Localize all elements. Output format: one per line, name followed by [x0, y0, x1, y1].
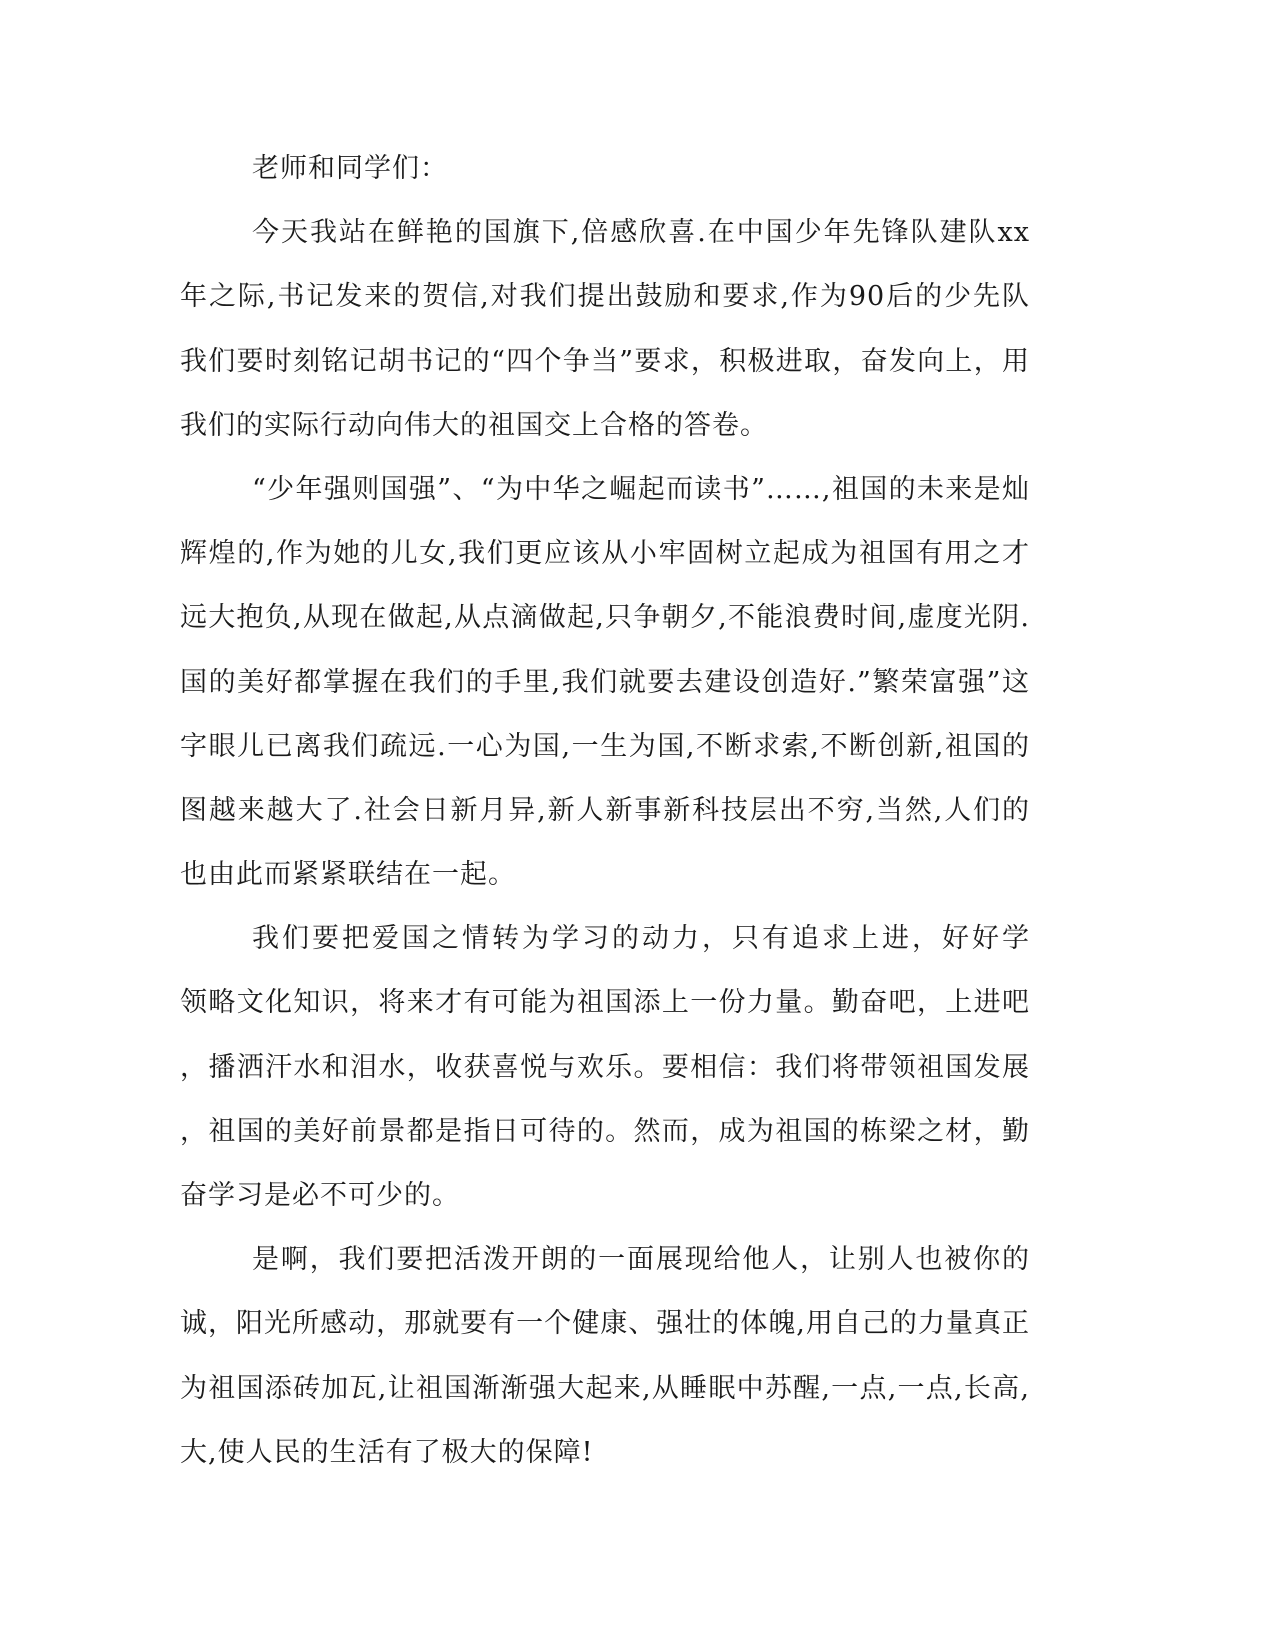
paragraph-4-line-1: 是啊，我们要把活泼开朗的一面展现给他人，让别人也被你的 — [252, 1244, 1030, 1276]
paragraph-2-line-4: 国的美好都掌握在我们的手里,我们就要去建设创造好.”繁荣富强”这 — [180, 666, 1030, 698]
paragraph-2-line-6: 图越来越大了.社会日新月异,新人新事新科技层出不穷,当然,人们的 — [180, 794, 1030, 826]
paragraph-3-line-2: 领略文化知识，将来才有可能为祖国添上一份力量。勤奋吧，上进吧 — [180, 987, 1030, 1019]
paragraph-2-line-7: 也由此而紧紧联结在一起。 — [180, 859, 516, 891]
paragraph-3-line-5: 奋学习是必不可少的。 — [180, 1180, 460, 1211]
paragraph-2-line-1: “少年强则国强”、“为中华之崛起而读书”……,祖国的未来是灿 — [252, 473, 1030, 505]
paragraph-1-line-2: 年之际,书记发来的贺信,对我们提出鼓励和要求,作为90后的少先队 — [180, 281, 1030, 313]
document-body — [180, 137, 1030, 1485]
paragraph-4-line-4: 大,使人民的生活有了极大的保障! — [180, 1436, 594, 1468]
paragraph-2-line-2: 辉煌的,作为她的儿女,我们更应该从小牢固树立起成为祖国有用之才 — [180, 538, 1030, 570]
paragraph-2-line-3: 远大抱负,从现在做起,从点滴做起,只争朝夕,不能浪费时间,虚度光阴. — [180, 602, 1030, 634]
salutation: 老师和同学们： — [252, 153, 448, 184]
paragraph-1-line-1: 今天我站在鲜艳的国旗下,倍感欣喜.在中国少年先锋队建队xx — [252, 217, 1030, 249]
paragraph-3-line-4: ，祖国的美好前景都是指日可待的。然而，成为祖国的栋梁之材，勤 — [180, 1115, 1030, 1147]
paragraph-2-line-5: 字眼儿已离我们疏远.一心为国,一生为国,不断求索,不断创新,祖国的 — [180, 730, 1030, 762]
paragraph-1-line-3: 我们要时刻铭记胡书记的“四个争当”要求，积极进取，奋发向上，用 — [180, 345, 1030, 377]
paragraph-4-line-2: 诚，阳光所感动，那就要有一个健康、强壮的体魄,用自己的力量真正 — [180, 1308, 1030, 1340]
paragraph-3-line-3: ，播洒汗水和泪水，收获喜悦与欢乐。要相信：我们将带领祖国发展 — [180, 1051, 1030, 1083]
paragraph-3-line-1: 我们要把爱国之情转为学习的动力，只有追求上进，好好学 — [252, 923, 1030, 955]
paragraph-4-line-3: 为祖国添砖加瓦,让祖国渐渐强大起来,从睡眠中苏醒,一点,一点,长高, — [180, 1372, 1030, 1404]
paragraph-1-line-4: 我们的实际行动向伟大的祖国交上合格的答卷。 — [180, 409, 768, 441]
